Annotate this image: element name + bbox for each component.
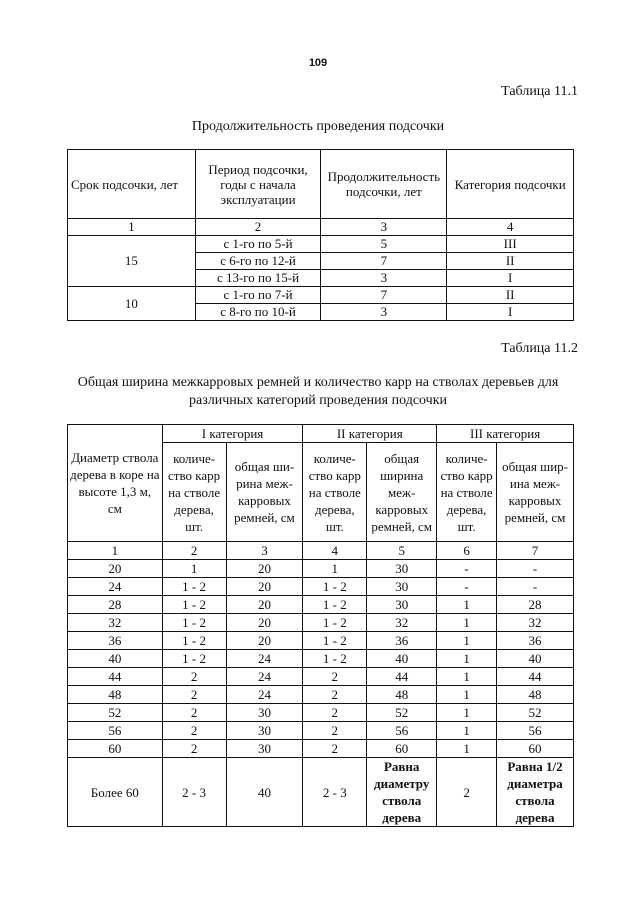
table-cell: 1 [437, 596, 497, 614]
period-cell: с 1-го по 7-й [195, 287, 321, 304]
table-cell: 1 - 2 [162, 614, 226, 632]
table-cell: 24 [68, 578, 163, 596]
table-cell: 2 - 3 [162, 758, 226, 827]
table-row [68, 758, 574, 827]
table-row [68, 560, 574, 578]
table-cell: 1 [437, 668, 497, 686]
table-cell: 28 [497, 596, 574, 614]
page-number: 109 [308, 57, 328, 69]
table-cell: 56 [497, 722, 574, 740]
duration-cell: 7 [321, 287, 447, 304]
table-cell: 1 - 2 [303, 596, 367, 614]
table-row [68, 287, 574, 304]
table-cell: 2 [303, 686, 367, 704]
table-cell: 36 [497, 632, 574, 650]
category-cell: I [447, 270, 574, 287]
table-cell: 44 [497, 668, 574, 686]
table-cell: 1 [437, 686, 497, 704]
table-cell: 2 - 3 [303, 758, 367, 827]
category-header: II категория [303, 425, 437, 443]
table-cell: 20 [226, 560, 303, 578]
table-cell: 60 [497, 740, 574, 758]
table-cell: 32 [497, 614, 574, 632]
table-row [68, 650, 574, 668]
table-cell: Равна 1/2 диаметра ствола дерева [497, 758, 574, 827]
table-header-row [68, 425, 574, 443]
table-cell: 1 [437, 722, 497, 740]
table-cell: 1 [437, 614, 497, 632]
table-cell: 2 [303, 704, 367, 722]
column-header: количе-ство карр на стволе дерева, шт. [162, 443, 226, 542]
table-cell: 40 [68, 650, 163, 668]
column-header: Категория подсочки [447, 150, 574, 219]
table-cell: 2 [303, 740, 367, 758]
table-cell: 30 [367, 596, 437, 614]
column-header: Продолжительность подсочки, лет [321, 150, 447, 219]
table-cell: 2 [162, 722, 226, 740]
table-cell: Более 60 [68, 758, 163, 827]
table-cell: 32 [367, 614, 437, 632]
caption-line: различных категорий проведения подсочки [188, 393, 448, 408]
term-cell: 10 [68, 287, 196, 321]
table-row [68, 686, 574, 704]
table-11-2-label: Таблица 11.2 [501, 341, 578, 356]
numbering-row [68, 219, 574, 236]
category-cell: II [447, 253, 574, 270]
table-cell: - [497, 560, 574, 578]
table-cell: 1 [162, 560, 226, 578]
table-cell: 4 [303, 542, 367, 560]
table-cell: - [497, 578, 574, 596]
column-header: количе-ство карр на стволе дерева, шт. [303, 443, 367, 542]
term-cell: 15 [68, 236, 196, 287]
table-cell: 52 [497, 704, 574, 722]
duration-cell: 7 [321, 253, 447, 270]
table-cell: 2 [437, 758, 497, 827]
table-cell: 52 [68, 704, 163, 722]
column-number: 3 [321, 219, 447, 236]
table-row [68, 704, 574, 722]
period-cell: с 8-го по 10-й [195, 304, 321, 321]
table-cell: 2 [303, 722, 367, 740]
table-cell: 24 [226, 686, 303, 704]
column-header: Срок подсочки, лет [68, 150, 196, 219]
table-cell: 1 [303, 560, 367, 578]
category-header: III категория [437, 425, 574, 443]
table-cell: 1 - 2 [162, 632, 226, 650]
table-cell: 36 [367, 632, 437, 650]
table-cell: 1 - 2 [162, 650, 226, 668]
column-number: 2 [195, 219, 321, 236]
period-cell: с 13-го по 15-й [195, 270, 321, 287]
table-cell: 24 [226, 668, 303, 686]
table-cell: Равна диаметру ствола дерева [367, 758, 437, 827]
table-cell: 40 [497, 650, 574, 668]
column-header: общая ши-рина меж-карровых ремней, см [226, 443, 303, 542]
table-row [68, 596, 574, 614]
table-cell: 1 - 2 [162, 578, 226, 596]
duration-table [67, 149, 574, 321]
table-cell: 20 [226, 614, 303, 632]
table-cell: 36 [68, 632, 163, 650]
table-cell: 7 [497, 542, 574, 560]
column-header: Период подсочки, годы с начала эксплуатации [195, 150, 321, 219]
table-11-1-caption: Продолжительность проведения подсочки [191, 119, 445, 134]
table-row [68, 632, 574, 650]
column-header: количе-ство карр на стволе дерева, шт. [437, 443, 497, 542]
table-cell: 1 - 2 [303, 632, 367, 650]
duration-cell: 3 [321, 304, 447, 321]
category-header: I категория [162, 425, 303, 443]
table-row [68, 668, 574, 686]
category-cell: II [447, 287, 574, 304]
table-cell: 60 [68, 740, 163, 758]
table-cell: 6 [437, 542, 497, 560]
numbering-row [68, 542, 574, 560]
table-cell: 40 [367, 650, 437, 668]
table-cell: 2 [303, 668, 367, 686]
table-cell: 1 [437, 632, 497, 650]
diameter-header: Диаметр ствола дерева в коре на высоте 1,3 м, см [68, 425, 163, 542]
table-cell: 48 [367, 686, 437, 704]
table-cell: 1 [68, 542, 163, 560]
table-cell: 1 - 2 [303, 578, 367, 596]
table-cell: 1 - 2 [162, 596, 226, 614]
table-cell: 60 [367, 740, 437, 758]
table-row [68, 236, 574, 253]
table-cell: 30 [367, 578, 437, 596]
table-cell: 40 [226, 758, 303, 827]
column-number: 4 [447, 219, 574, 236]
table-cell: 1 [437, 704, 497, 722]
table-cell: 2 [162, 542, 226, 560]
caption-line: Общая ширина межкарровых ремней и количество карр на стволах деревьев для [77, 375, 559, 390]
category-cell: III [447, 236, 574, 253]
table-11-1-label: Таблица 11.1 [501, 84, 578, 99]
table-cell: 2 [162, 740, 226, 758]
period-cell: с 1-го по 5-й [195, 236, 321, 253]
duration-cell: 3 [321, 270, 447, 287]
table-cell: 24 [226, 650, 303, 668]
table-cell: 20 [226, 578, 303, 596]
column-header: общая ширина меж-карровых ремней, см [367, 443, 437, 542]
table-cell: 2 [162, 686, 226, 704]
table-cell: 44 [68, 668, 163, 686]
table-cell: 48 [497, 686, 574, 704]
table-cell: 52 [367, 704, 437, 722]
table-cell: 30 [226, 740, 303, 758]
table-cell: 2 [162, 704, 226, 722]
table-cell: 1 [437, 650, 497, 668]
table-cell: - [437, 560, 497, 578]
table-cell: 56 [367, 722, 437, 740]
column-header: общая шир-ина меж-карровых ремней, см [497, 443, 574, 542]
table-cell: 1 - 2 [303, 650, 367, 668]
table-row [68, 578, 574, 596]
table-cell: 2 [162, 668, 226, 686]
table-cell: 5 [367, 542, 437, 560]
table-cell: 56 [68, 722, 163, 740]
duration-cell: 5 [321, 236, 447, 253]
table-cell: 28 [68, 596, 163, 614]
table-cell: 20 [226, 596, 303, 614]
table-cell: 20 [226, 632, 303, 650]
table-cell: 32 [68, 614, 163, 632]
tapping-categories-table [67, 424, 574, 827]
table-11-2-caption [0, 374, 636, 410]
table-row [68, 614, 574, 632]
category-cell: I [447, 304, 574, 321]
table-cell: 30 [226, 722, 303, 740]
table-cell: 30 [226, 704, 303, 722]
table-cell: 44 [367, 668, 437, 686]
period-cell: с 6-го по 12-й [195, 253, 321, 270]
table-cell: 1 [437, 740, 497, 758]
table-cell: 30 [367, 560, 437, 578]
table-cell: 1 - 2 [303, 614, 367, 632]
table-cell: - [437, 578, 497, 596]
table-row [68, 722, 574, 740]
table-row [68, 740, 574, 758]
table-cell: 3 [226, 542, 303, 560]
table-cell: 20 [68, 560, 163, 578]
table-cell: 48 [68, 686, 163, 704]
column-number: 1 [68, 219, 196, 236]
table-header-row [68, 150, 574, 219]
